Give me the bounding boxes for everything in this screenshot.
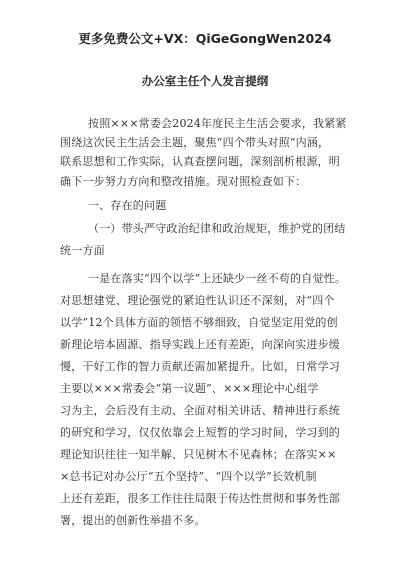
paragraph-line: 上还有差距，很多工作往往局限于传达性贯彻和事务性部 bbox=[60, 492, 340, 505]
document-title: 办公室主任个人发言提纲 bbox=[141, 74, 269, 88]
paragraph-line: 的研究和学习，仅仅依靠会上短暂的学习时间，学习到的 bbox=[60, 426, 340, 439]
paragraph-line: 主要以×××常委会“第一议题”、×××理论中心组学 bbox=[60, 382, 319, 395]
paragraph-line: ×总书记对办公厅“五个坚持”、“四个以学”长效机制 bbox=[60, 470, 317, 483]
section-heading: 一、存在的问题 bbox=[88, 199, 167, 212]
header-watermark-text: 更多免费公文+VX：QiGeGongWen2024 bbox=[78, 31, 332, 46]
paragraph-line: 署，提出的创新性举措不多。 bbox=[60, 514, 206, 527]
paragraph-line: 联系思想和工作实际，认真查摆问题，深刻剖析根源，明 bbox=[60, 155, 340, 168]
paragraph-line: 习为主，会后没有主动、全面对相关讲话、精神进行系统 bbox=[60, 404, 340, 417]
paragraph-line: 慢，干好工作的智力贡献还需加紧提升。比如，日常学习 bbox=[60, 360, 340, 373]
paragraph-line: 围绕这次民主生活会主题，聚焦“四个带头对照”内涵， bbox=[60, 136, 330, 149]
paragraph-line: 对思想建党、理论强党的紧迫性认识还不深刻，对“四个 bbox=[60, 294, 335, 307]
paragraph-line: 以学”12个具体方面的领悟不够细致，自觉坚定用党的创 bbox=[60, 316, 338, 329]
paragraph-line: 确下一步努力方向和整改措施。现对照检查如下： bbox=[60, 175, 307, 188]
subsection-heading-cont: 统一方面 bbox=[60, 244, 105, 257]
paragraph-line: 按照×××常委会2024年度民主生活会要求，我紧紧 bbox=[88, 117, 347, 130]
paragraph-line: 新理论培本固源、指导实践上还有差距，向深向实进步缓 bbox=[60, 338, 340, 351]
paragraph-line: 理论知识往往一知半解、只见树木不见森林；在落实×× bbox=[60, 448, 337, 461]
subsection-heading: （一）带头严守政治纪律和政治规矩，维护党的团结 bbox=[88, 222, 346, 235]
paragraph-line: 一是在落实“四个以学”上还缺少一丝不苟的自觉性。 bbox=[88, 272, 347, 285]
